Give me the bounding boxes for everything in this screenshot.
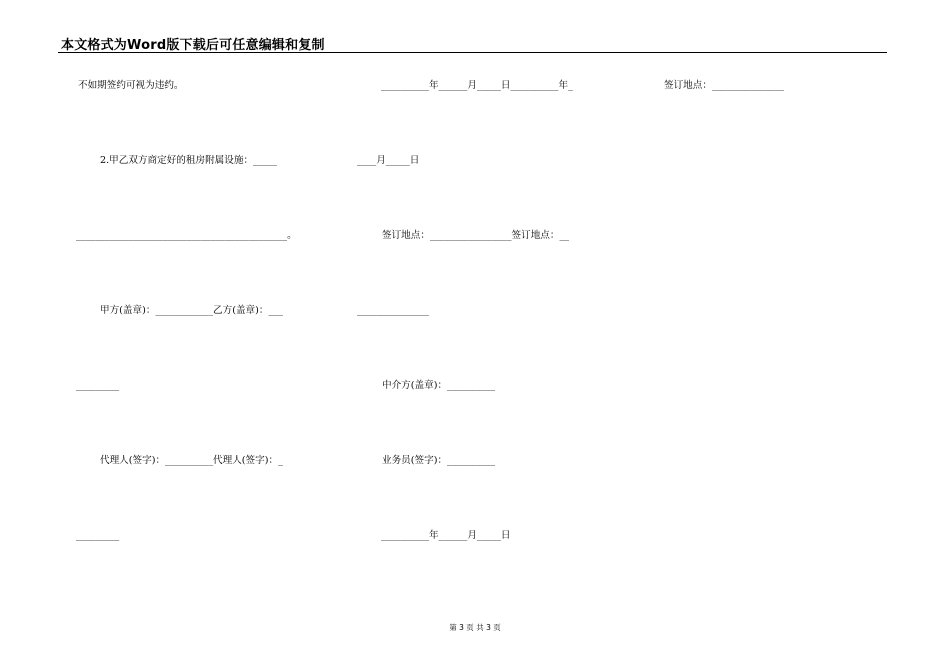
page-number: 第 3 页 共 3 页 [449,623,501,632]
blank-line: _________ [76,380,120,391]
date-line: __________年______月_____日 [381,530,511,541]
date-line: __________年______月_____日__________年_ [381,80,573,91]
contract-clause-text: 不如期签约可视为违约。 [78,80,184,91]
signing-place-line: 签订地点：_______________ [664,80,784,91]
salesperson-signature-line: 业务员(签字)：__________ [382,455,496,466]
agent-signature-line: 代理人(签字)：__________代理人(签字)：_ [100,455,283,466]
agency-seal-line: 中介方(盖章)：__________ [382,380,496,391]
header-divider [58,52,887,53]
blank-line: _______________ [357,305,429,316]
contract-clause-text: 2.甲乙双方商定好的租房附属设施：_____ [100,155,278,166]
contract-clause-text: ____________________________________________。 [76,230,297,241]
signing-place-line: 签订地点：_________________签订地点：__ [382,230,570,241]
document-header-title: 本文格式为Word版下载后可任意编辑和复制 [61,38,325,53]
date-line: ____月_____日 [357,155,420,166]
blank-line: _________ [76,530,120,541]
party-seal-line: 甲方(盖章)：____________乙方(盖章)：___ [100,305,283,316]
